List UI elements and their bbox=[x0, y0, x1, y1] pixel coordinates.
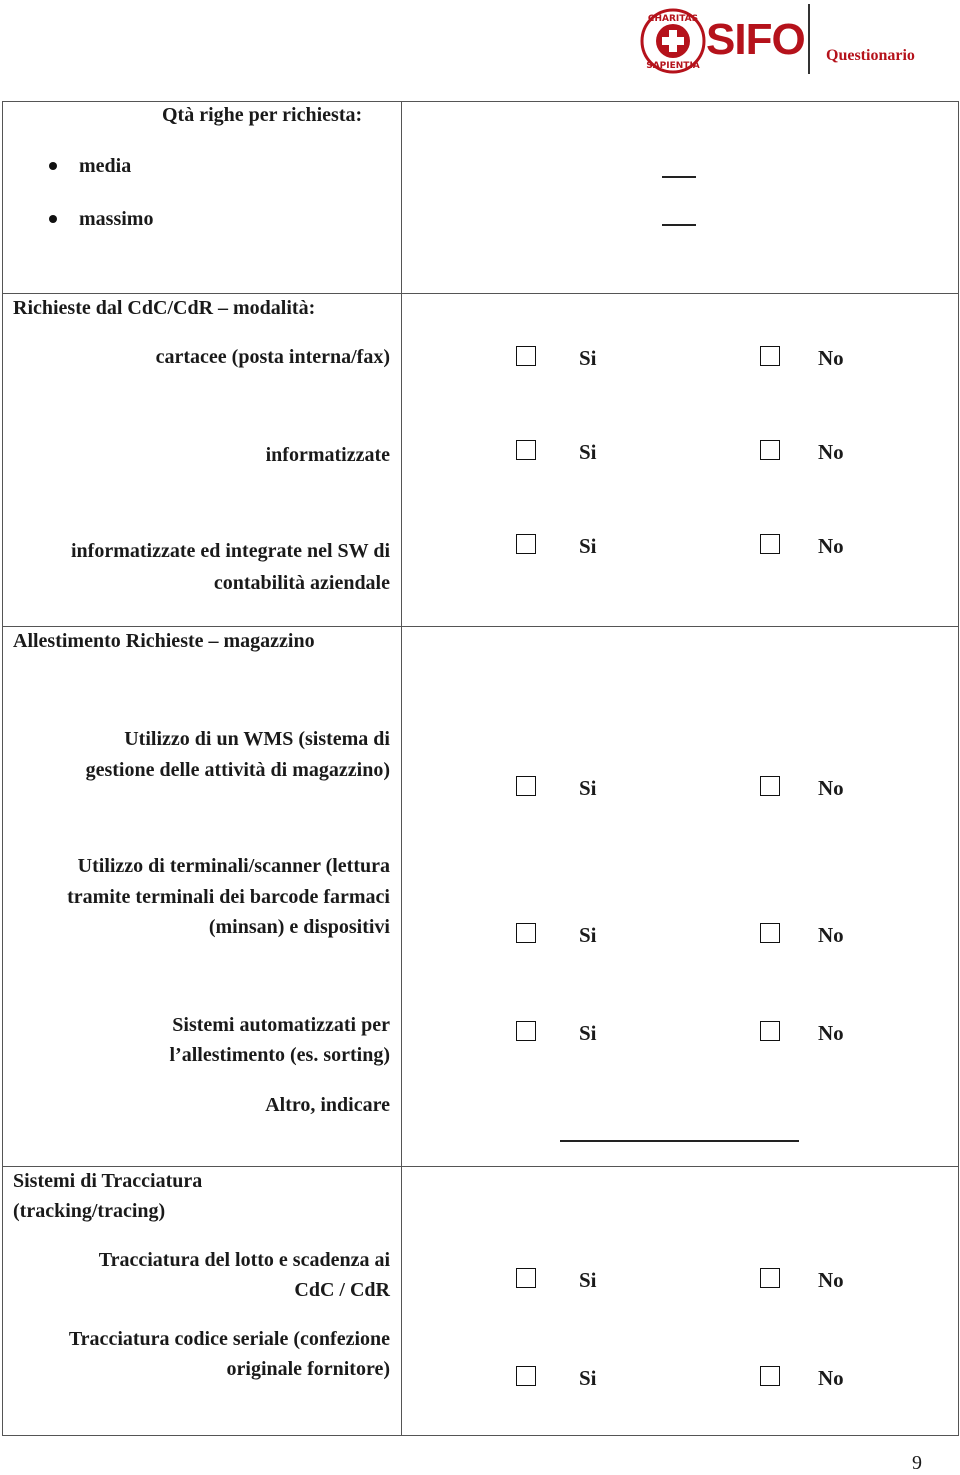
wms-label-line1: Utilizzo di un WMS (sistema di bbox=[124, 728, 390, 750]
charitas-seal-logo bbox=[640, 8, 706, 74]
serial-no-checkbox[interactable] bbox=[760, 1366, 780, 1386]
digital-yes-label: Si bbox=[579, 440, 597, 464]
qty-massimo-blank[interactable] bbox=[662, 224, 696, 226]
serial-yes-label: Si bbox=[579, 1366, 597, 1390]
scanner-label-line1: Utilizzo di terminali/scanner (lettura bbox=[77, 855, 390, 877]
paper-yes-checkbox[interactable] bbox=[516, 346, 536, 366]
wms-no-checkbox[interactable] bbox=[760, 776, 780, 796]
table-top-border bbox=[2, 101, 959, 102]
lot-yes-checkbox[interactable] bbox=[516, 1268, 536, 1288]
paper-no-checkbox[interactable] bbox=[760, 346, 780, 366]
sifo-logo: SIFO bbox=[706, 15, 805, 64]
tracking-heading-line1: Sistemi di Tracciatura bbox=[13, 1170, 203, 1192]
qty-heading: Qtà righe per richiesta: bbox=[162, 104, 363, 126]
wms-yes-label: Si bbox=[579, 776, 597, 800]
integrated-no-label: No bbox=[818, 534, 844, 558]
scanner-no-label: No bbox=[818, 923, 844, 947]
paper-no-label: No bbox=[818, 346, 844, 370]
automation-yes-label: Si bbox=[579, 1021, 597, 1045]
qty-media-blank[interactable] bbox=[662, 176, 696, 178]
allestimento-heading: Allestimento Richieste – magazzino bbox=[13, 630, 315, 652]
automation-no-label: No bbox=[818, 1021, 844, 1045]
automation-label-line1: Sistemi automatizzati per bbox=[172, 1014, 390, 1036]
integrated-yes-checkbox[interactable] bbox=[516, 534, 536, 554]
table-right-border bbox=[958, 101, 959, 1435]
digital-label: informatizzate bbox=[265, 444, 390, 466]
table-bottom-border bbox=[2, 1435, 959, 1436]
scanner-yes-checkbox[interactable] bbox=[516, 923, 536, 943]
header-divider bbox=[808, 4, 810, 74]
lot-label-line2: CdC / CdR bbox=[294, 1279, 390, 1301]
scanner-no-checkbox[interactable] bbox=[760, 923, 780, 943]
page-number: 9 bbox=[912, 1452, 922, 1474]
serial-label-line1: Tracciatura codice seriale (confezione bbox=[68, 1328, 390, 1350]
digital-no-checkbox[interactable] bbox=[760, 440, 780, 460]
wms-no-label: No bbox=[818, 776, 844, 800]
column-divider bbox=[401, 101, 402, 1435]
serial-yes-checkbox[interactable] bbox=[516, 1366, 536, 1386]
digital-no-label: No bbox=[818, 440, 844, 464]
scanner-yes-label: Si bbox=[579, 923, 597, 947]
lot-no-label: No bbox=[818, 1268, 844, 1292]
wms-yes-checkbox[interactable] bbox=[516, 776, 536, 796]
digital-yes-checkbox[interactable] bbox=[516, 440, 536, 460]
document-title: Questionario bbox=[826, 47, 915, 64]
automation-no-checkbox[interactable] bbox=[760, 1021, 780, 1041]
integrated-yes-label: Si bbox=[579, 534, 597, 558]
bullet-icon bbox=[49, 215, 57, 223]
wms-label-line2: gestione delle attività di magazzino) bbox=[85, 759, 390, 781]
qty-media-label: media bbox=[79, 155, 132, 177]
paper-yes-label: Si bbox=[579, 346, 597, 370]
integrated-label-line2: contabilità aziendale bbox=[213, 572, 390, 594]
integrated-label-line1: informatizzate ed integrate nel SW di bbox=[70, 540, 390, 562]
altro-label: Altro, indicare bbox=[265, 1094, 390, 1116]
paper-label: cartacee (posta interna/fax) bbox=[155, 346, 390, 368]
altro-blank[interactable] bbox=[560, 1140, 799, 1142]
svg-text:CHARITAS: CHARITAS bbox=[647, 14, 699, 24]
scanner-label-line3: (minsan) e dispositivi bbox=[208, 916, 390, 938]
lot-yes-label: Si bbox=[579, 1268, 597, 1292]
integrated-no-checkbox[interactable] bbox=[760, 534, 780, 554]
automation-label-line2: l’allestimento (es. sorting) bbox=[169, 1044, 390, 1066]
scanner-label-line2: tramite terminali dei barcode farmaci bbox=[67, 886, 390, 908]
qty-massimo-label: massimo bbox=[79, 208, 154, 230]
automation-yes-checkbox[interactable] bbox=[516, 1021, 536, 1041]
requests-heading: Richieste dal CdC/CdR – modalità: bbox=[13, 297, 316, 319]
lot-label-line1: Tracciatura del lotto e scadenza ai bbox=[98, 1249, 390, 1271]
bullet-icon bbox=[49, 162, 57, 170]
svg-text:SAPIENTIA: SAPIENTIA bbox=[646, 61, 700, 71]
tracking-heading-line2: (tracking/tracing) bbox=[13, 1200, 166, 1222]
table-left-border bbox=[2, 101, 3, 1435]
lot-no-checkbox[interactable] bbox=[760, 1268, 780, 1288]
serial-label-line2: originale fornitore) bbox=[226, 1358, 390, 1380]
serial-no-label: No bbox=[818, 1366, 844, 1390]
